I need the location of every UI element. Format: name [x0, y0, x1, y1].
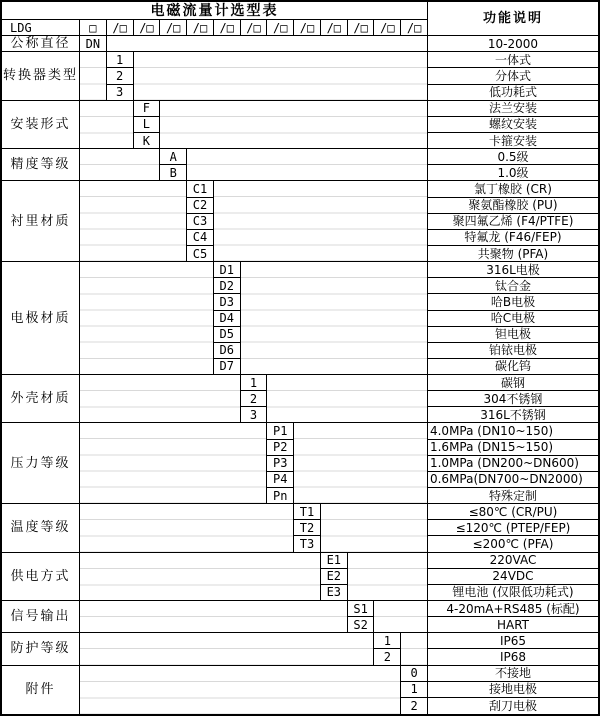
code-cell: DN [80, 36, 107, 52]
empty-region [80, 504, 294, 552]
desc-cell: 碳化钨 [428, 359, 598, 375]
table-title: 电磁流量计选型表 [2, 2, 428, 20]
model-box-cell: □ [80, 20, 107, 36]
code-cell: 3 [107, 85, 134, 101]
code-cell: P1 [267, 423, 294, 439]
desc-cell: 碳钢 [428, 375, 598, 391]
model-slot-cell: /□ [134, 20, 161, 36]
code-cell: P3 [267, 456, 294, 472]
desc-cell: 聚四氟乙烯 (F4/PTFE) [428, 214, 598, 230]
code-cell: S2 [348, 617, 375, 633]
desc-cell: ≤80℃ (CR/PU) [428, 504, 598, 520]
empty-region [294, 423, 428, 504]
code-cell: 1 [374, 633, 401, 649]
desc-cell: ≤120℃ (PTEP/FEP) [428, 520, 598, 536]
model-slot-cell: /□ [294, 20, 321, 36]
empty-region [374, 601, 428, 633]
code-cell: E3 [321, 585, 348, 601]
code-cell: C2 [187, 198, 214, 214]
code-cell: A [160, 149, 187, 165]
empty-region [160, 101, 428, 149]
code-cell: 1 [241, 375, 268, 391]
category-cell: 衬里材质 [2, 181, 80, 262]
model-slot-cell: /□ [321, 20, 348, 36]
desc-cell: 4-20mA+RS485 (标配) [428, 601, 598, 617]
code-cell: D1 [214, 262, 241, 278]
desc-cell: 低功耗式 [428, 85, 598, 101]
empty-region [187, 149, 428, 181]
category-cell: 供电方式 [2, 553, 80, 601]
desc-cell: 氯丁橡胶 (CR) [428, 181, 598, 197]
code-cell: P4 [267, 472, 294, 488]
code-cell: 2 [241, 391, 268, 407]
code-cell: C5 [187, 246, 214, 262]
empty-region [267, 375, 428, 423]
desc-cell: 304不锈钢 [428, 391, 598, 407]
desc-cell: 0.5级 [428, 149, 598, 165]
empty-region [107, 36, 428, 52]
category-cell: 附件 [2, 666, 80, 714]
desc-cell: 1.0MPa (DN200~DN600) [428, 456, 598, 472]
code-cell: 1 [107, 52, 134, 68]
code-cell: S1 [348, 601, 375, 617]
code-cell: D2 [214, 278, 241, 294]
category-cell: 信号输出 [2, 601, 80, 633]
empty-region [348, 553, 428, 601]
desc-cell: 锂电池 (仅限低功耗式) [428, 585, 598, 601]
code-cell: B [160, 165, 187, 181]
desc-cell: 不接地 [428, 666, 598, 682]
code-cell: T1 [294, 504, 321, 520]
category-cell: 温度等级 [2, 504, 80, 552]
code-cell: C1 [187, 181, 214, 197]
desc-cell: 卡箍安装 [428, 133, 598, 149]
empty-region [80, 553, 321, 601]
desc-cell: 接地电极 [428, 682, 598, 698]
desc-cell: 法兰安装 [428, 101, 598, 117]
empty-region [321, 504, 428, 552]
code-cell: P2 [267, 440, 294, 456]
desc-cell: 聚氨酯橡胶 (PU) [428, 198, 598, 214]
desc-cell: ≤200℃ (PFA) [428, 536, 598, 552]
model-slot-cell: /□ [267, 20, 294, 36]
code-cell: D4 [214, 311, 241, 327]
empty-region [80, 101, 134, 149]
model-slot-cell: /□ [241, 20, 268, 36]
desc-cell: IP68 [428, 649, 598, 665]
desc-cell: 刮刀电极 [488, 698, 537, 713]
category-cell: 压力等级 [2, 423, 80, 504]
desc-cell: HART [428, 617, 598, 633]
desc-cell: 哈B电极 [428, 294, 598, 310]
code-cell: 0 [401, 666, 428, 682]
empty-region [80, 262, 214, 375]
desc-cell: 分体式 [428, 68, 598, 84]
desc-cell: 铂铱电极 [428, 343, 598, 359]
category-cell: 公称直径 [2, 36, 80, 52]
code-cell: L [134, 117, 161, 133]
code-cell: 2 [107, 68, 134, 84]
desc-cell: 24VDC [428, 569, 598, 585]
code-cell: T2 [294, 520, 321, 536]
code-cell: E2 [321, 569, 348, 585]
code-cell: Pn [267, 488, 294, 504]
empty-region [241, 262, 428, 375]
code-cell: D7 [214, 359, 241, 375]
desc-cell: 1.6MPa (DN15~150) [428, 440, 598, 456]
empty-region [80, 423, 267, 504]
desc-cell: 316L电极 [428, 262, 598, 278]
empty-region [80, 149, 160, 181]
category-cell: 安装形式 [2, 101, 80, 149]
empty-region [214, 181, 428, 262]
desc-cell: 共聚物 (PFA) [428, 246, 598, 262]
desc-cell: 316L不锈钢 [428, 407, 598, 423]
model-slot-cell: /□ [374, 20, 401, 36]
desc-cell: 1.0级 [428, 165, 598, 181]
model-prefix-cell: LDG [2, 20, 80, 36]
desc-cell: 螺纹安装 [428, 117, 598, 133]
code-cell: C4 [187, 230, 214, 246]
code-cell: F [134, 101, 161, 117]
model-slot-cell: /□ [187, 20, 214, 36]
desc-cell: 220VAC [428, 553, 598, 569]
empty-region [80, 52, 107, 100]
model-slot-cell: /□ [214, 20, 241, 36]
category-cell: 防护等级 [2, 633, 80, 665]
function-column-header: 功能说明 [428, 2, 598, 36]
desc-cell: 10-2000 [428, 36, 598, 52]
code-cell: 2 [374, 649, 401, 665]
code-cell: T3 [294, 536, 321, 552]
desc-cell: 钽电极 [428, 327, 598, 343]
model-slot-cell: /□ [348, 20, 375, 36]
code-cell: 2 [401, 698, 428, 714]
code-cell: K [134, 133, 161, 149]
desc-cell: 一体式 [428, 52, 598, 68]
code-cell: D5 [214, 327, 241, 343]
empty-region [401, 633, 428, 665]
code-cell: C3 [187, 214, 214, 230]
empty-region [80, 601, 348, 633]
desc-cell: 钛合金 [428, 278, 598, 294]
category-cell: 电极材质 [2, 262, 80, 375]
category-cell: 精度等级 [2, 149, 80, 181]
code-cell: D6 [214, 343, 241, 359]
category-cell: 外壳材质 [2, 375, 80, 423]
empty-region [80, 633, 374, 665]
desc-cell: 0.6MPa(DN700~DN2000) [428, 472, 598, 488]
model-slot-cell: /□ [160, 20, 187, 36]
code-cell: E1 [321, 553, 348, 569]
empty-region [80, 181, 187, 262]
empty-region [134, 52, 428, 100]
desc-cell: 哈C电极 [428, 311, 598, 327]
model-slot-cell: /□ [107, 20, 134, 36]
desc-cell: 特氟龙 (F46/FEP) [428, 230, 598, 246]
code-cell: D3 [214, 294, 241, 310]
empty-region [80, 666, 401, 714]
desc-cell: 特殊定制 [428, 488, 598, 504]
category-cell: 转换器类型 [2, 52, 80, 100]
code-cell: 1 [401, 682, 428, 698]
empty-region [80, 375, 241, 423]
desc-cell: IP65 [428, 633, 598, 649]
code-cell: 3 [241, 407, 268, 423]
model-slot-cell: /□ [401, 20, 428, 36]
desc-cell: 4.0MPa (DN10~150) [428, 423, 598, 439]
